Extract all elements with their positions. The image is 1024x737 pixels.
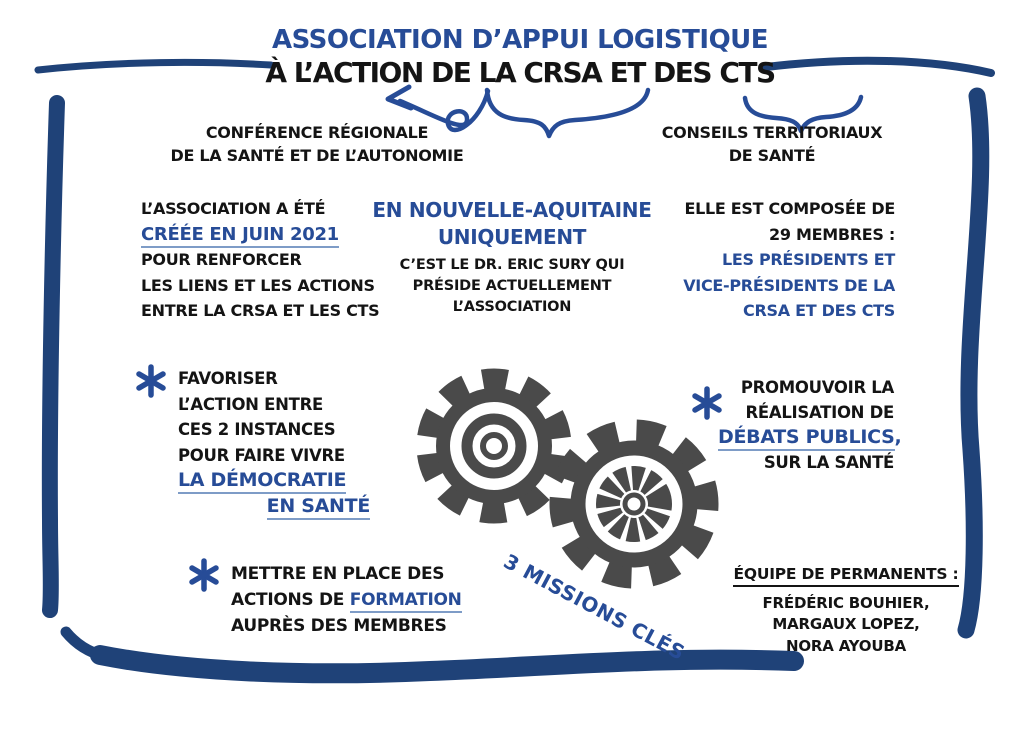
region-line-5: L’ASSOCIATION <box>452 299 572 315</box>
frame-bottom-lead-stroke <box>66 632 106 657</box>
label-crsa-line-2: DE LA SANTÉ ET DE L’AUTONOMIE <box>170 146 464 165</box>
page-title <box>212 24 828 90</box>
creation-line-1: L’ASSOCIATION A ÉTÉ <box>141 199 326 218</box>
creation-line-3: POUR RENFORCER <box>141 250 302 269</box>
mission-2-line-1: PROMOUVOIR LA <box>740 378 894 397</box>
region-line-3: C’EST LE DR. ERIC SURY QUI <box>399 257 625 273</box>
creation-date-highlight: CRÉÉE EN JUIN 2021 <box>141 224 339 248</box>
frame-bottom-stroke <box>100 655 794 673</box>
mission-2-highlight: DÉBATS PUBLICS <box>718 426 895 451</box>
mission-1-line-3: CES 2 INSTANCES <box>178 420 336 439</box>
frame-left-stroke <box>50 103 57 610</box>
region-line-1: EN NOUVELLE-AQUITAINE <box>372 198 652 222</box>
mission-1-line-1: FAVORISER <box>178 369 278 388</box>
gear-right <box>542 412 727 597</box>
team-member: NORA AYOUBA <box>786 636 906 655</box>
label-cts <box>622 121 922 167</box>
region-line-2: UNIQUEMENT <box>437 225 587 249</box>
region-line-4: PRÉSIDE ACTUELLEMENT <box>412 278 612 294</box>
mission-1-line-4: POUR FAIRE VIVRE <box>178 445 345 465</box>
team-heading: ÉQUIPE DE PERMANENTS : <box>733 565 958 587</box>
mission-2-highlight-suffix: , <box>894 426 902 448</box>
asterisk-icon-mission1 <box>139 367 163 395</box>
team-member: FRÉDÉRIC BOUHIER, <box>762 593 930 612</box>
title-line-2: À L’ACTION DE LA CRSA ET DES CTS <box>265 56 775 89</box>
team-block <box>718 564 974 657</box>
label-crsa-line-1: CONFÉRENCE RÉGIONALE <box>205 123 429 142</box>
creation-block <box>141 196 391 324</box>
mission-3-line-1: METTRE EN PLACE DES <box>231 564 445 584</box>
asterisk-icon-mission2 <box>695 389 719 417</box>
mission-3-line-3: AUPRÈS DES MEMBRES <box>231 616 447 636</box>
frame-right-stroke <box>966 96 981 630</box>
label-cts-line-2: DE SANTÉ <box>728 146 816 165</box>
title-line-1: ASSOCIATION D’APPUI LOGISTIQUE <box>271 25 769 55</box>
composition-line-2: 29 MEMBRES : <box>769 224 895 244</box>
mission-2-line-2: RÉALISATION DE <box>745 403 894 422</box>
creation-line-5: ENTRE LA CRSA ET LES CTS <box>141 301 380 320</box>
label-crsa <box>167 121 467 167</box>
creation-line-4: LES LIENS ET LES ACTIONS <box>141 275 375 295</box>
mission-1-highlight-1: LA DÉMOCRATIE <box>178 469 346 494</box>
composition-line-3: LES PRÉSIDENTS ET <box>721 250 895 269</box>
mission-1-highlight-2: EN SANTÉ <box>267 495 370 520</box>
region-block <box>362 196 662 318</box>
mission-2-line-4: SUR LA SANTÉ <box>763 453 894 472</box>
missions-caption: 3 MISSIONS CLÉS <box>499 549 690 665</box>
asterisk-icon-mission3 <box>192 561 216 589</box>
composition-block <box>650 196 895 324</box>
team-member: MARGAUX LOPEZ, <box>772 615 920 633</box>
mission-2-block <box>718 375 902 475</box>
composition-line-5: CRSA ET DES CTS <box>743 301 895 320</box>
mission-3-highlight: FORMATION <box>350 590 462 613</box>
mission-3-block <box>231 561 491 639</box>
mission-3-line-2-pre: ACTIONS DE <box>231 590 350 610</box>
composition-line-4: VICE-PRÉSIDENTS DE LA <box>683 275 895 295</box>
mission-1-block <box>178 366 370 519</box>
composition-line-1: ELLE EST COMPOSÉE DE <box>684 199 895 218</box>
label-cts-line-1: CONSEILS TERRITORIAUX <box>661 123 883 142</box>
gear-left <box>419 371 568 520</box>
mission-1-line-2: L’ACTION ENTRE <box>178 394 323 414</box>
